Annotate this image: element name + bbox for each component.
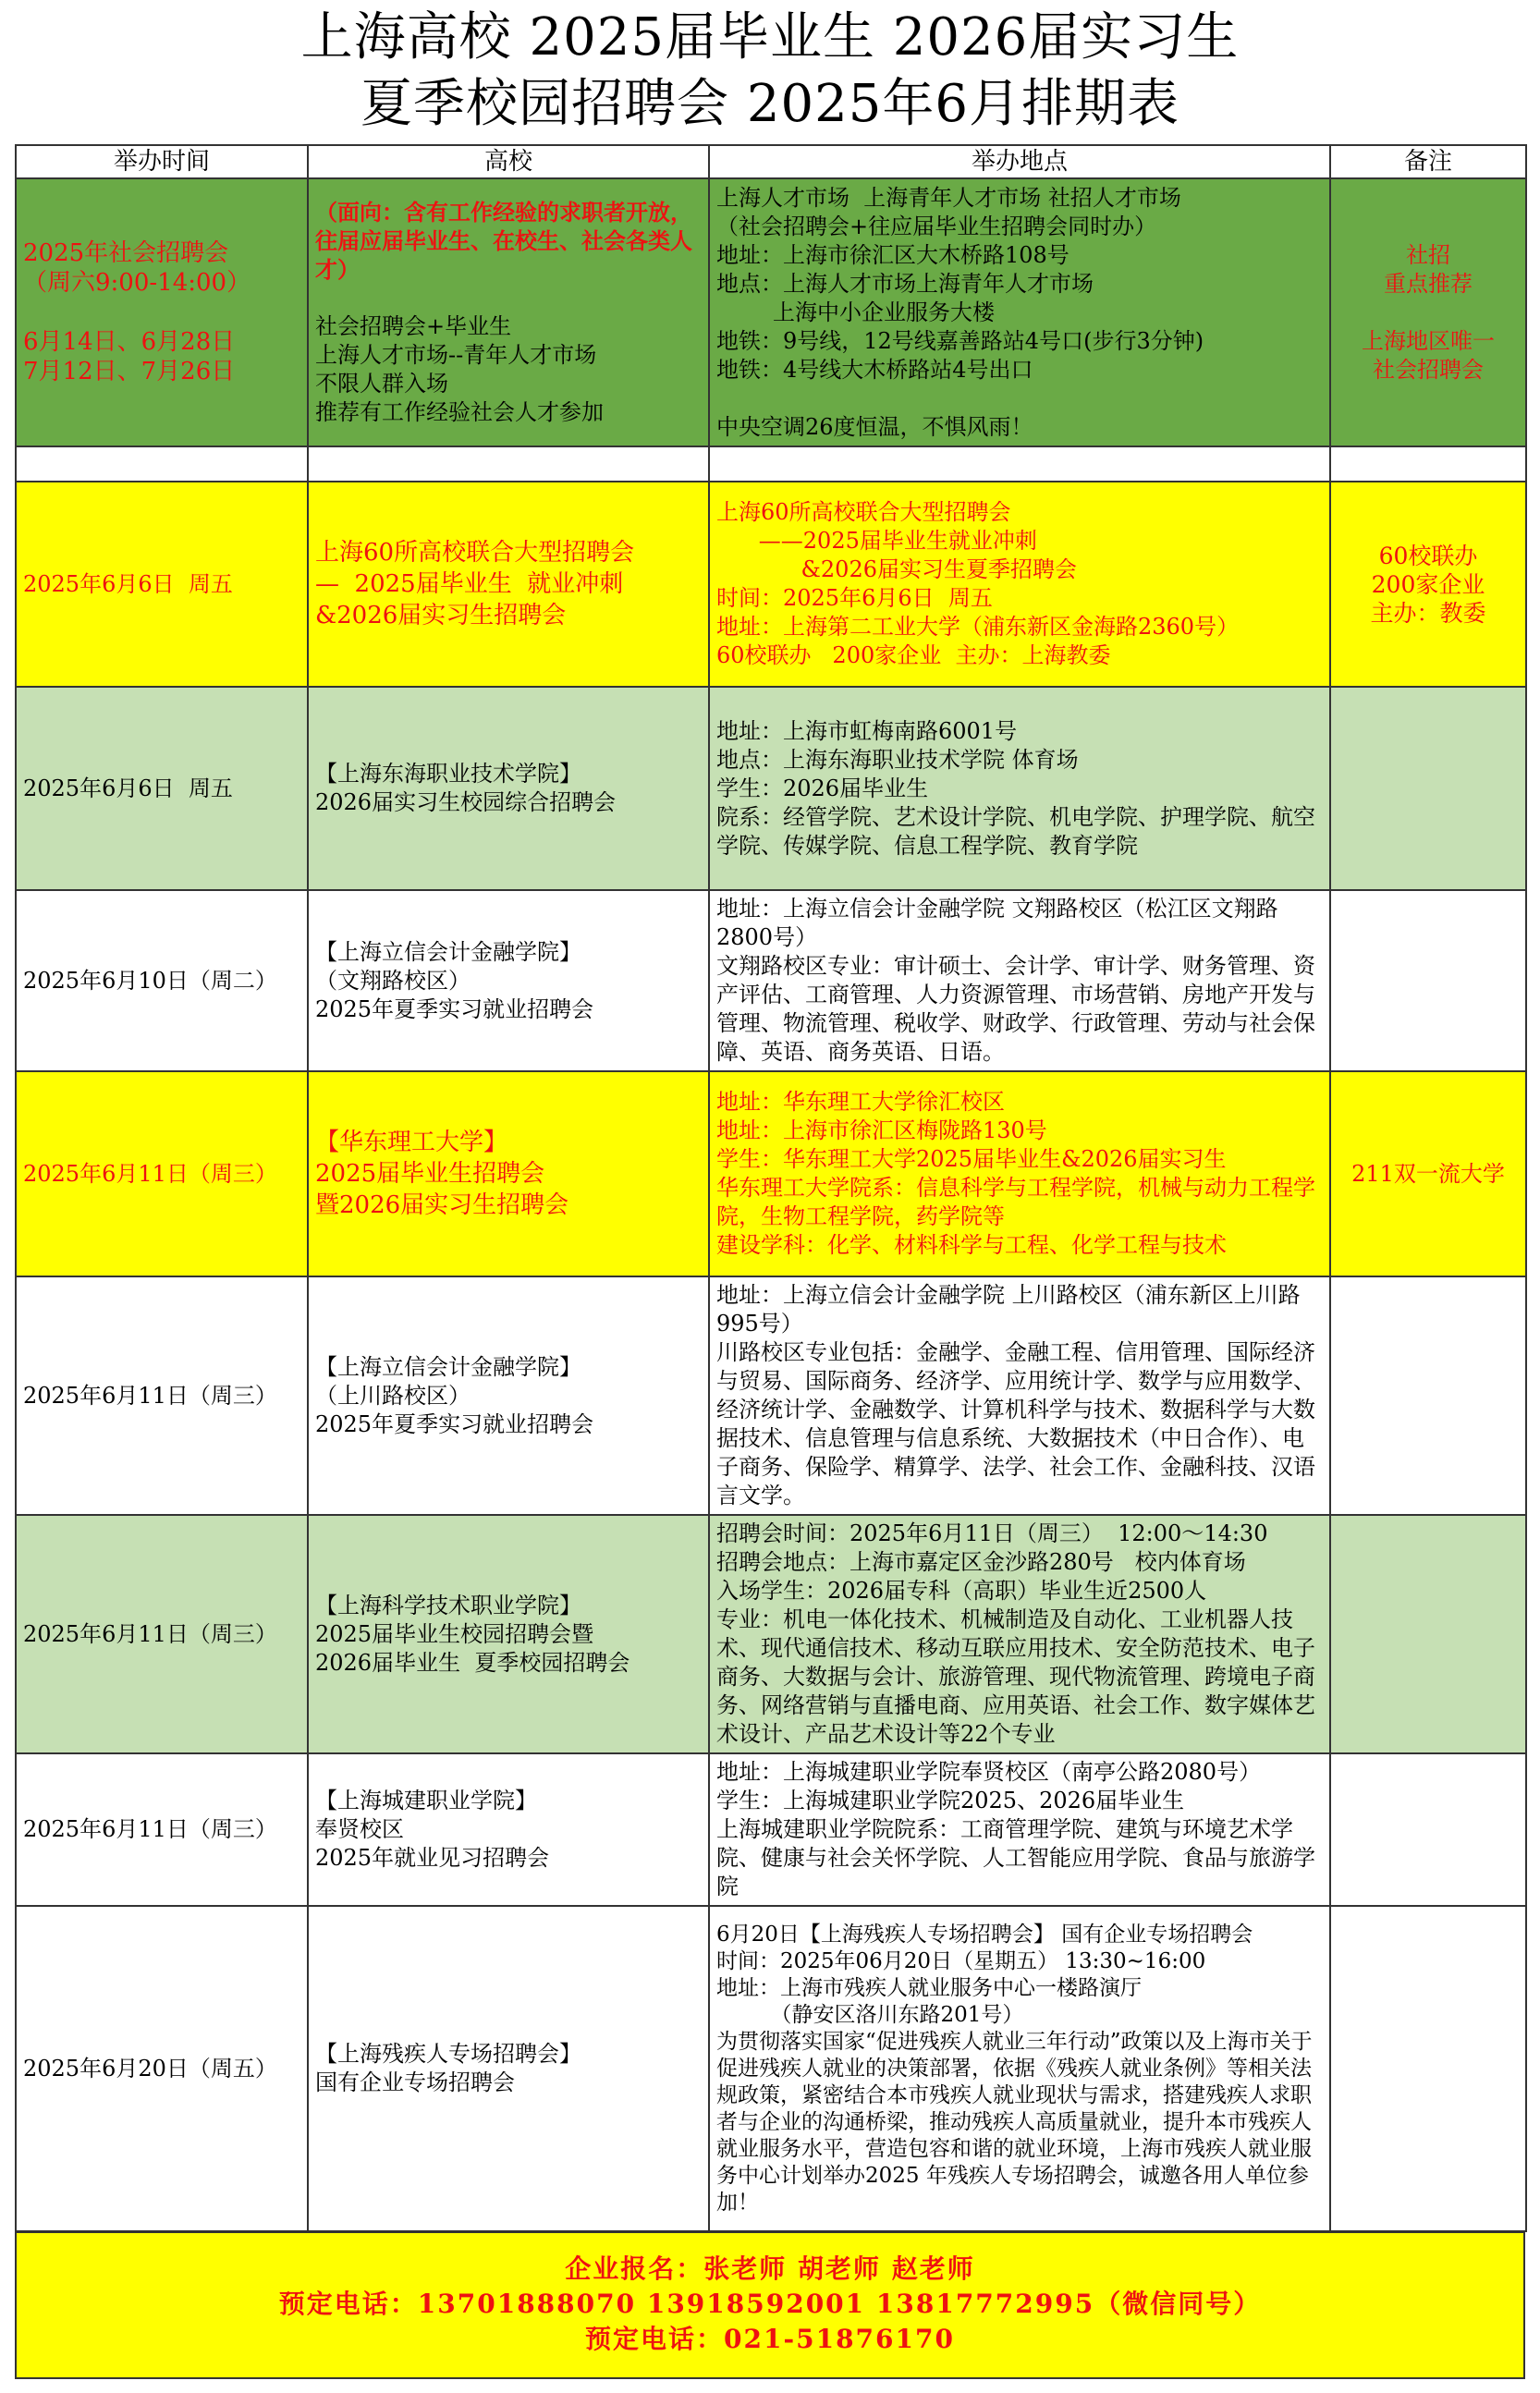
cell-line: 60校联办	[1378, 542, 1478, 569]
cell-line: 学生：2026届毕业生	[716, 775, 929, 801]
cell-line: 专业：机电一体化技术、机械制造及自动化、工业机器人技术、现代通信技术、移动互联应用技术、安全防范技术、电子商务、大数据与会计、旅游管理、现代物流管理、跨境电子商务、网络营销与直播电商、应用英语、社会工作、数字媒体艺术设计、产品艺术设计等22个专业	[716, 1606, 1315, 1747]
row-venue	[709, 1276, 1330, 1515]
cell-line: 2025年6月6日 周五	[23, 570, 233, 597]
row-venue	[709, 687, 1330, 890]
cell-line: ——2025届毕业生就业冲刺	[716, 528, 1037, 554]
cell-line: （文翔路校区）	[315, 967, 471, 994]
header-time: 举办时间	[16, 145, 308, 178]
cell-line: 文翔路校区专业：审计硕士、会计学、审计学、财务管理、资产评估、工商管理、人力资源管理、市场营销、房地产开发与管理、物流管理、税收学、财政学、行政管理、劳动与社会保障、英语、商务英语、日语。	[716, 953, 1315, 1065]
cell-line: &2026届实习生夏季招聘会	[716, 556, 1077, 582]
cell-line: 奉贤校区	[315, 1816, 404, 1842]
cell-line: 上海地区唯一	[1362, 327, 1495, 354]
page-title-line2: 夏季校园招聘会 2025年6月排期表	[361, 74, 1179, 134]
cell-line: 地址：上海市残疾人就业服务中心一楼路演厅	[716, 1975, 1142, 2000]
cell-line: 地址：上海立信会计金融学院 文翔路校区（松江区文翔路2800号）	[716, 896, 1278, 950]
cell-line: 重点推荐	[1384, 270, 1473, 297]
cell-line: 60校联办 200家企业 主办：上海教委	[716, 642, 1111, 668]
row-time	[16, 687, 308, 890]
cell-line: 【华东理工大学】	[315, 1129, 508, 1156]
row-school	[308, 890, 709, 1071]
cell-line: 2025年社会招聘会	[23, 239, 229, 267]
cell-line: 地点：上海东海职业技术学院 体育场	[716, 746, 1079, 773]
row-time	[16, 178, 308, 446]
cell-line: 地址：上海立信会计金融学院 上川路校区（浦东新区上川路995号）	[716, 1282, 1301, 1337]
row-time	[16, 890, 308, 1071]
spacer-row	[16, 446, 1526, 482]
row-venue	[709, 482, 1330, 687]
cell-line: 上海人才市场 上海青年人才市场 社招人才市场	[716, 184, 1181, 211]
row-note	[1330, 687, 1526, 890]
row-venue	[709, 890, 1330, 1071]
table-row	[16, 178, 1526, 446]
cell-line: 时间：2025年06月20日（星期五） 13:30~16:00	[716, 1948, 1206, 1973]
row-note	[1330, 1906, 1526, 2231]
cell-line: 不限人群入场	[315, 371, 448, 397]
cell-line: （静安区洛川东路201号）	[716, 2002, 1024, 2027]
cell-line: （上川路校区）	[315, 1382, 471, 1409]
cell-line: 200家企业	[1371, 570, 1485, 598]
cell-line: &2026届实习生招聘会	[315, 602, 567, 629]
row-note	[1330, 1515, 1526, 1753]
header-venue: 举办地点	[709, 145, 1330, 178]
cell-line: 社招	[1406, 241, 1450, 268]
cell-line: 2026届毕业生 夏季校园招聘会	[315, 1649, 630, 1676]
row-venue	[709, 1906, 1330, 2231]
cell-line: 为贯彻落实国家“促进残疾人就业三年行动”政策以及上海市关于促进残疾人就业的决策部署，依据《残疾人就业条例》等相关法规政策，紧密结合本市残疾人就业现状与需求，搭建残疾人求职者与企业的沟通桥梁，推动残疾人高质量就业，提升本市残疾人就业服务水平，营造包容和谐的就业环境，上海市残疾人就业服务中心计划举办2025 年残疾人专场招聘会，诚邀各用人单位参加！	[716, 2029, 1313, 2215]
cell-line: 地址：上海城建职业学院奉贤校区（南亭公路2080号）	[716, 1759, 1262, 1785]
cell-line: 上海中小企业服务大楼	[716, 299, 996, 325]
table-row	[16, 482, 1526, 687]
cell-line: （社会招聘会+往应届毕业生招聘会同时办）	[716, 213, 1157, 239]
row-time	[16, 1906, 308, 2231]
cell-line: 2025年6月11日（周三）	[23, 1816, 277, 1842]
cell-line: 学生：上海城建职业学院2025、2026届毕业生	[716, 1788, 1185, 1813]
cell-line: 主办：教委	[1370, 599, 1486, 627]
cell-line: 2025年6月6日 周五	[23, 775, 233, 801]
cell-line: 地址：上海市徐汇区大木桥路108号	[716, 241, 1069, 268]
row-venue	[709, 1071, 1330, 1276]
row-note	[1330, 890, 1526, 1071]
cell-line: 6月20日【上海残疾人专场招聘会】 国有企业专场招聘会	[716, 1922, 1253, 1947]
cell-line: 【上海立信会计金融学院】	[315, 1353, 581, 1380]
row-school	[308, 1071, 709, 1276]
row-time	[16, 1071, 308, 1276]
table-row	[16, 687, 1526, 890]
cell-line: 地铁：9号线，12号线嘉善路站4号口(步行3分钟)	[716, 327, 1204, 354]
row-school	[308, 1906, 709, 2231]
cell-line: — 2025届毕业生 就业冲刺	[315, 570, 624, 598]
cell-line: 2025年6月11日（周三）	[23, 1382, 277, 1409]
cell-line: 地点：上海人才市场上海青年人才市场	[716, 270, 1094, 297]
footer-landline: 预定电话：021-51876170	[585, 2324, 955, 2354]
header-note: 备注	[1330, 145, 1526, 178]
cell-line: 2025年6月11日（周三）	[23, 1160, 277, 1187]
cell-line: 211双一流大学	[1351, 1160, 1505, 1187]
cell-line: 7月12日、7月26日	[23, 358, 236, 385]
footer-contacts: 企业报名：张老师 胡老师 赵老师	[565, 2253, 975, 2284]
row-school	[308, 687, 709, 890]
cell-line: 上海60所高校联合大型招聘会	[315, 539, 635, 567]
table-row	[16, 1276, 1526, 1515]
page-title-line1: 上海高校 2025届毕业生 2026届实习生	[300, 7, 1240, 67]
cell-line	[315, 284, 702, 312]
cell-line: 上海60所高校联合大型招聘会	[716, 499, 1011, 525]
cell-line: 2026届实习生校园综合招聘会	[315, 789, 617, 815]
row-note	[1330, 1071, 1526, 1276]
row-school	[308, 1515, 709, 1753]
table-row	[16, 1071, 1526, 1276]
row-note	[1330, 178, 1526, 446]
cell-line: （周六9:00-14:00）	[23, 269, 251, 297]
cell-line: （面向：含有工作经验的求职者开放，往届应届毕业生、在校生、社会各类人才）	[315, 199, 692, 283]
header-school: 高校	[308, 145, 709, 178]
cell-line: 地址：上海市徐汇区梅陇路130号	[716, 1117, 1047, 1143]
cell-line: 2025年6月20日（周五）	[23, 2055, 277, 2082]
row-time	[16, 1753, 308, 1906]
cell-line: 2025年夏季实习就业招聘会	[315, 995, 594, 1022]
contact-footer	[15, 2231, 1525, 2379]
row-note	[1330, 482, 1526, 687]
footer-phones: 预定电话：13701888070 13918592001 13817772995（微信同号）	[278, 2289, 1262, 2319]
cell-line: 国有企业专场招聘会	[315, 2069, 515, 2095]
cell-line: 2025届毕业生校园招聘会暨	[315, 1620, 594, 1647]
cell-line: 社会招聘会+毕业生	[315, 313, 512, 339]
cell-line: 招聘会地点：上海市嘉定区金沙路280号 校内体育场	[716, 1549, 1246, 1575]
row-school	[308, 1753, 709, 1906]
row-time	[16, 1515, 308, 1753]
cell-line: 院系：经管学院、艺术设计学院、机电学院、护理学院、航空学院、传媒学院、信息工程学院、教育学院	[716, 803, 1315, 859]
cell-line: 【上海残疾人专场招聘会】	[315, 2041, 581, 2067]
cell-line: 建设学科：化学、材料科学与工程、化学工程与技术	[716, 1232, 1227, 1258]
row-venue	[709, 1753, 1330, 1906]
cell-line: 地址：上海市虹梅南路6001号	[716, 717, 1018, 744]
cell-line: 中央空调26度恒温，不惧风雨！	[716, 413, 1033, 440]
cell-line: 学生：华东理工大学2025届毕业生&2026届实习生	[716, 1146, 1227, 1172]
cell-line: 上海城建职业学院院系：工商管理学院、建筑与环境艺术学院、健康与社会关怀学院、人工智能应用学院、食品与旅游学院	[716, 1816, 1315, 1899]
cell-line: 招聘会时间：2025年6月11日（周三） 12:00～14:30	[716, 1520, 1268, 1546]
cell-line	[23, 298, 300, 327]
row-note	[1330, 1276, 1526, 1515]
cell-line: 暨2026届实习生招聘会	[315, 1191, 569, 1219]
table-row	[16, 1515, 1526, 1753]
header-row	[16, 145, 1526, 178]
row-venue	[709, 178, 1330, 446]
row-school	[308, 178, 709, 446]
row-time	[16, 1276, 308, 1515]
cell-line: 华东理工大学院系：信息科学与工程学院，机械与动力工程学院，生物工程学院，药学院等	[716, 1175, 1315, 1229]
cell-line: 2025届毕业生招聘会	[315, 1160, 545, 1188]
cell-line: 地址：华东理工大学徐汇校区	[716, 1089, 1005, 1115]
cell-line: 入场学生：2026届专科（高职）毕业生近2500人	[716, 1578, 1207, 1604]
cell-line	[1338, 299, 1519, 327]
cell-line: 地铁：4号线大木桥路站4号出口	[716, 356, 1033, 383]
cell-line: 【上海城建职业学院】	[315, 1788, 537, 1813]
cell-line: 【上海科学技术职业学院】	[315, 1592, 581, 1618]
cell-line	[716, 385, 1323, 413]
row-school	[308, 1276, 709, 1515]
table-row	[16, 1753, 1526, 1906]
cell-line: 【上海东海职业技术学院】	[315, 761, 581, 787]
row-time	[16, 482, 308, 687]
table-row	[16, 890, 1526, 1071]
row-note	[1330, 1753, 1526, 1906]
row-school	[308, 482, 709, 687]
schedule-table	[15, 144, 1527, 2232]
cell-line: 时间：2025年6月6日 周五	[716, 585, 993, 611]
cell-line: 【上海立信会计金融学院】	[315, 938, 581, 965]
cell-line: 2025年就业见习招聘会	[315, 1845, 550, 1871]
cell-line: 社会招聘会	[1373, 356, 1484, 383]
cell-line: 川路校区专业包括：金融学、金融工程、信用管理、国际经济与贸易、国际商务、经济学、应用统计学、数学与应用数学、经济统计学、金融数学、计算机科学与技术、数据科学与大数据技术、信息管理与信息系统、大数据技术（中日合作）、电子商务、保险学、精算学、法学、社会工作、金融科技、汉语言文学。	[716, 1339, 1315, 1508]
cell-line: 2025年6月11日（周三）	[23, 1620, 277, 1647]
cell-line: 2025年6月10日（周二）	[23, 967, 277, 994]
cell-line: 地址：上海第二工业大学（浦东新区金海路2360号）	[716, 614, 1240, 640]
cell-line: 上海人才市场--青年人才市场	[315, 342, 597, 368]
row-venue	[709, 1515, 1330, 1753]
cell-line: 6月14日、6月28日	[23, 328, 236, 356]
cell-line: 推荐有工作经验社会人才参加	[315, 399, 604, 425]
table-row	[16, 1906, 1526, 2231]
cell-line: 2025年夏季实习就业招聘会	[315, 1410, 594, 1437]
